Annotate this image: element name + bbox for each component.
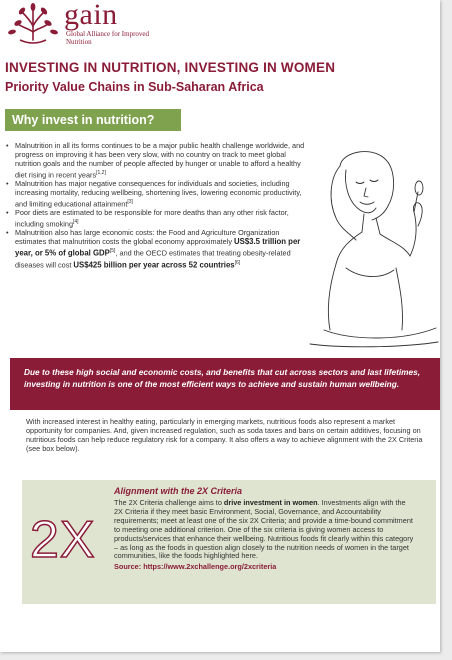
woman-eating-line-art-icon [300,148,440,348]
bullet-item: • Poor diets are estimated to be responsible for more deaths than any other risk factor, including smoking[4] [4,209,309,229]
2x-criteria-source-link[interactable]: Source: https://www.2xchallenge.org/2xcriteria [114,562,277,572]
2x-criteria-title: Alignment with the 2X Criteria [114,486,243,496]
2x-criteria-body: The 2X Criteria challenge aims to drive investment in women. Investments align with the 2X Criteria if they meet basic Environment, Social, Governance, and Accountability requirements; meet at least one of the six 2X Criteria; and provide a time-bound commitment to meeting one additional criterion. One of the six criteria is giving women access to products/services that enhance their wellbeing. Nutritious foods fit clearly within this category – as long as the foods in question align closely to the nutrition needs of women in the target communities, like the foods highlighted here. [114,498,414,561]
logo-tagline: Global Alliance for Improved Nutrition [66,30,150,46]
bullet-item: • Malnutrition has major negative consequences for individuals and societies, including increasing mortality, reducing wellbeing, shortening lives, lowering economic productivity, and limiting educational attainment[3] [4,180,309,209]
logo-wordmark: gain [64,0,118,31]
gain-logo-mark-icon [6,2,60,46]
page-subtitle: Priority Value Chains in Sub-Saharan Africa [5,80,264,94]
market-opportunity-paragraph: With increased interest in healthy eating, particularly in emerging markets, nutritious foods also represent a market opportunity for companies. And, given increased regulation, such as soda taxes and bans on certain additives, focusing on nutritious foods can help reduce regulatory risk for a company. It also offers a way to achieve alignment with the 2X Criteria (see box below). [26,417,423,453]
gain-logo [6,2,176,50]
bullet-item: • Malnutrition also has large economic costs: the Food and Agriculture Organization estimates that malnutrition costs the global economy approximately US$3.5 trillion per year, or 5% of global GDP[5], and the OECD estimates that treating obesity-related diseases will cost US$425 billion per year across 52 countries[6] [4,229,309,269]
page-title: INVESTING IN NUTRITION, INVESTING IN WOMEN [5,60,336,75]
2x-criteria-content [114,486,414,571]
bullet-item: • Malnutrition in all its forms continues to be a major public health challenge worldwide, and progress on improving it has been very slow, with no country on track to meet global nutrition goals and the number of people affected by hunger or unable to afford a healthy diet rising in recent years[1,2] [4,142,309,180]
why-invest-bullet-list [4,142,309,270]
key-message-banner: Due to these high social and economic costs, and benefits that cut across sectors and last lifetimes, investing in nutrition is one of the most efficient ways to achieve and sustain human wellbeing. [10,358,440,410]
why-invest-heading: Why invest in nutrition? [5,109,181,131]
2x-criteria-box [22,480,436,604]
2x-logo: 2X [30,511,96,569]
